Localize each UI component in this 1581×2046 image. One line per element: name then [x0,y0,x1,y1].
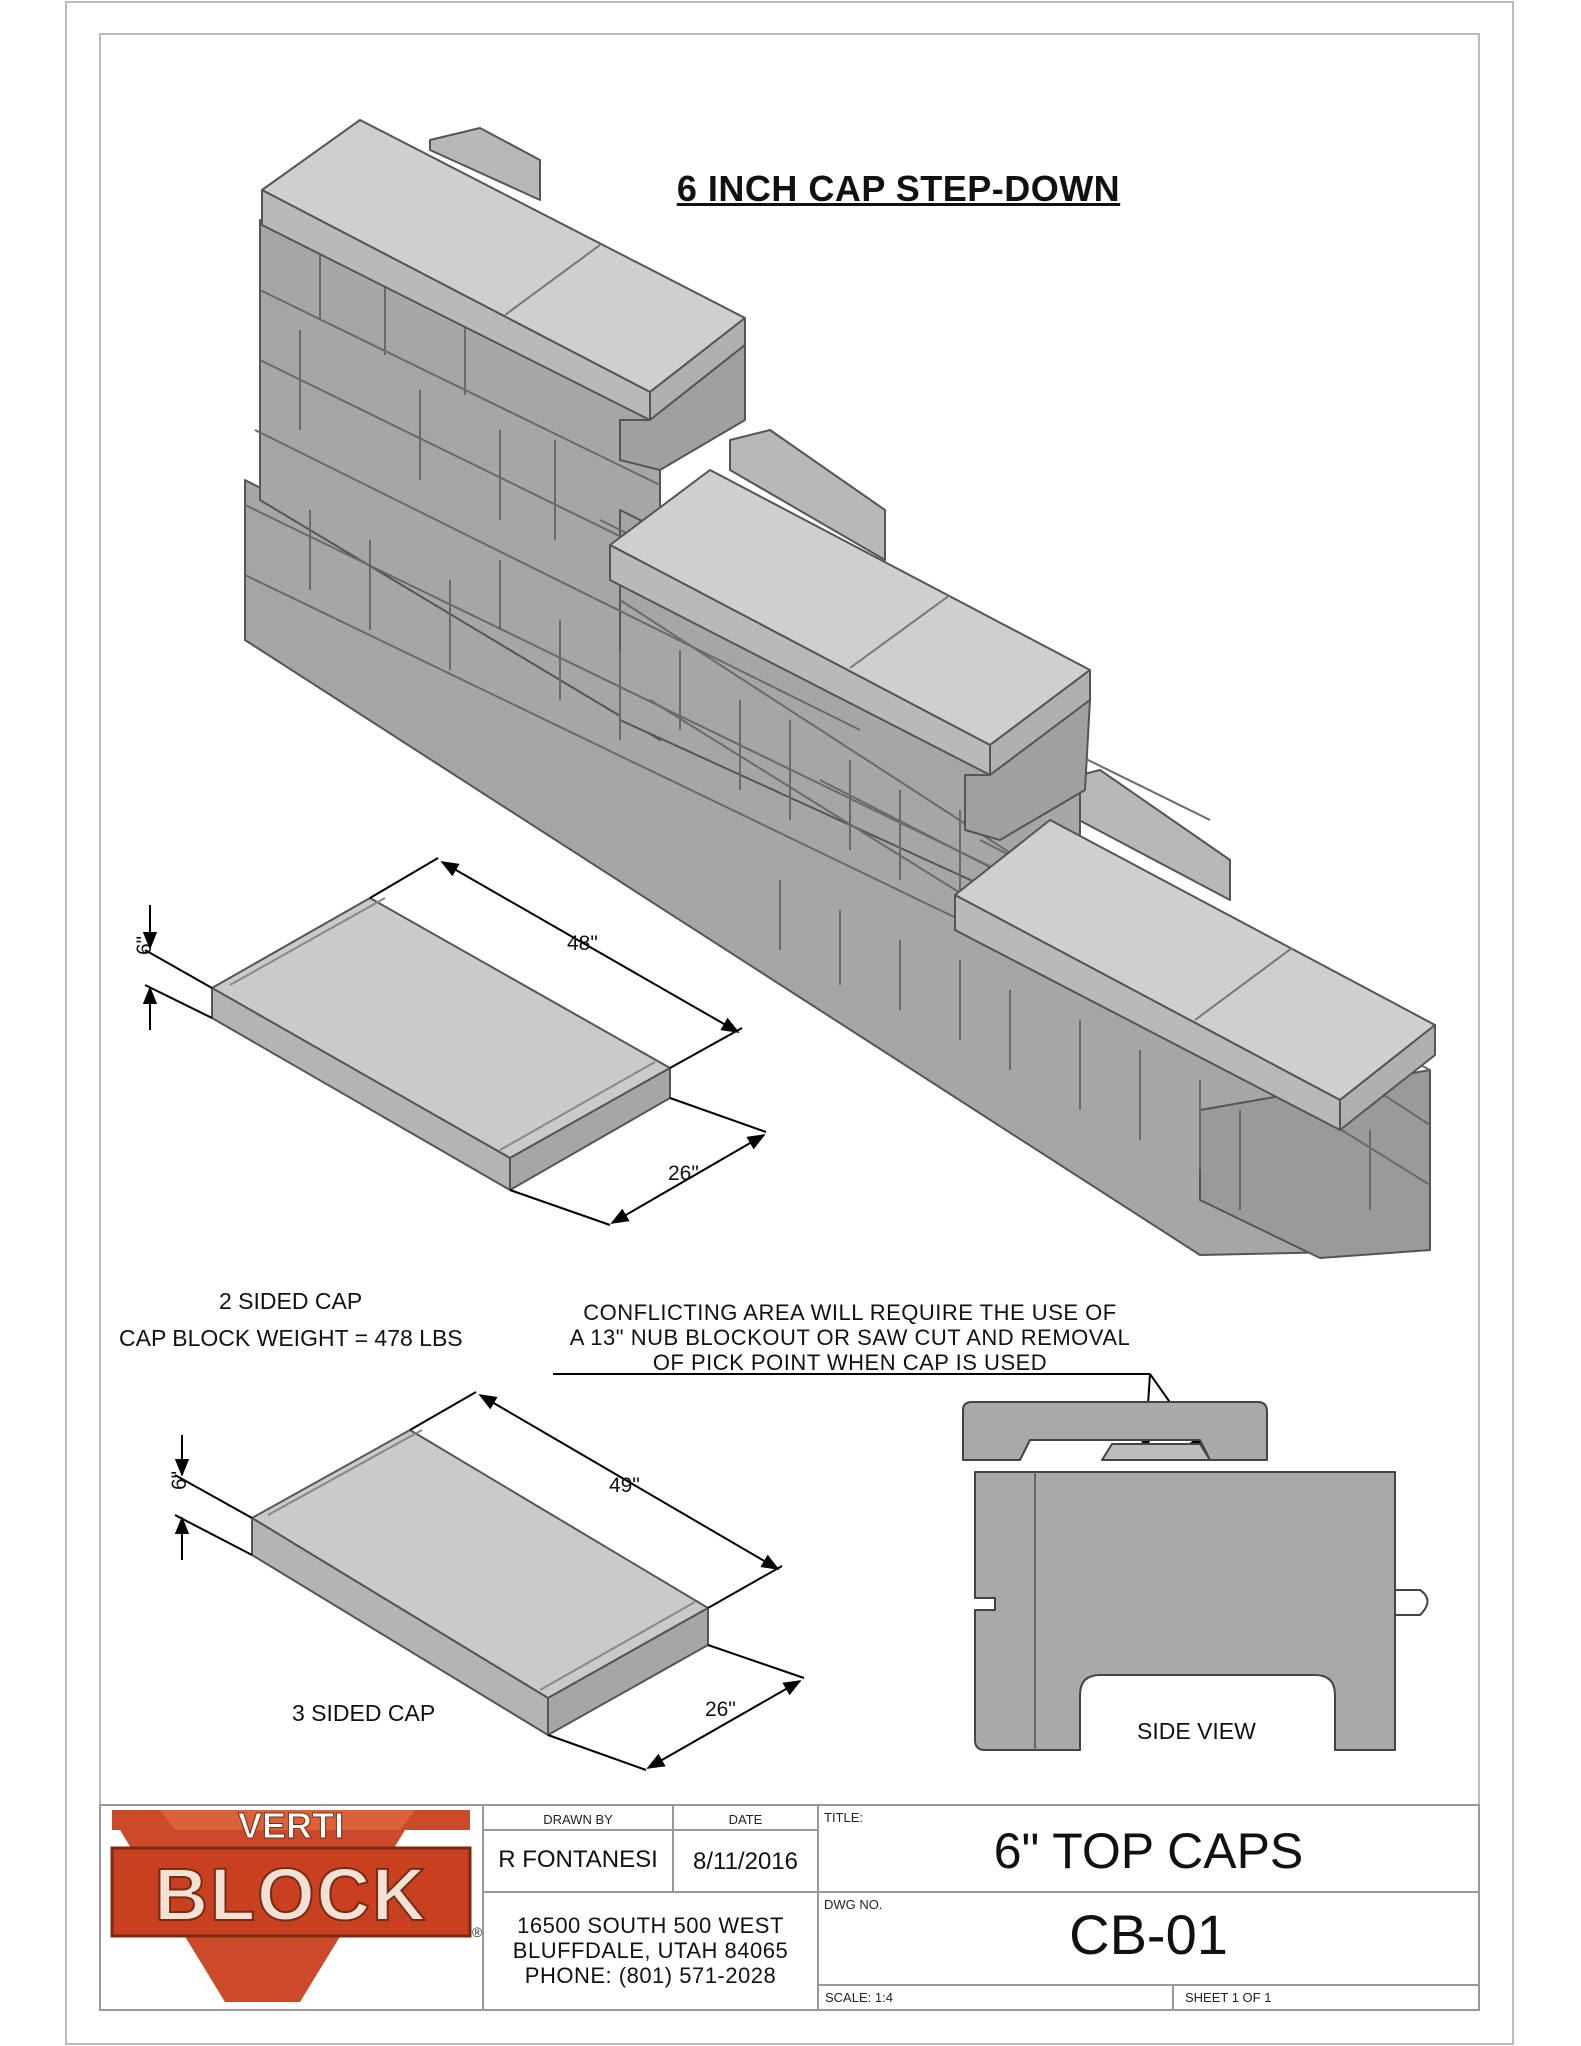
three-sided-width-dimension: 26" [705,1698,736,1721]
logo-main-text: BLOCK [154,1853,428,1936]
dwg-no-label: DWG NO. [824,1897,883,1912]
dwg-no-value: CB-01 [1069,1903,1228,1966]
logo-top-text: VERTI [237,1805,345,1846]
three-sided-cap-label: 3 SIDED CAP [292,1700,436,1726]
address-line-3: PHONE: (801) 571-2028 [524,1963,777,1988]
drawing-sheet-title: 6" TOP CAPS [993,1823,1304,1879]
logo-registered-mark: ® [472,1924,483,1940]
side-view-illustration [963,1402,1428,1750]
address-line-2: BLUFFDALE, UTAH 84065 [512,1938,789,1963]
three-sided-length-dimension: 49" [609,1474,640,1497]
note-line-2: A 13" NUB BLOCKOUT OR SAW CUT AND REMOVAL [569,1325,1131,1350]
vertiblock-logo [112,1805,483,2002]
date-value: 8/11/2016 [693,1848,798,1875]
two-sided-height-dimension: 6" [133,935,156,955]
sheet-label: SHEET 1 OF 1 [1185,1990,1272,2005]
two-sided-cap-illustration [212,898,670,1190]
two-sided-length-dimension: 48" [567,932,598,955]
drawn-by-label: DRAWN BY [543,1812,613,1827]
cap-weight-label: CAP BLOCK WEIGHT = 478 LBS [119,1325,463,1351]
drawing-title: 6 INCH CAP STEP-DOWN [676,168,1121,209]
two-sided-width-dimension: 26" [668,1162,699,1185]
three-sided-height-dimension: 6" [168,1470,191,1490]
scale-label: SCALE: 1:4 [825,1990,893,2005]
conflicting-area-note [540,1300,1160,1375]
date-label: DATE [728,1812,763,1827]
two-sided-cap-label: 2 SIDED CAP [219,1288,363,1314]
side-view-label: SIDE VIEW [1137,1718,1256,1744]
note-line-3: OF PICK POINT WHEN CAP IS USED [652,1350,1048,1375]
address-block [483,1913,818,1988]
title-label: TITLE: [824,1810,864,1825]
address-line-1: 16500 SOUTH 500 WEST [517,1913,784,1938]
drawn-by-value: R FONTANESI [498,1846,658,1873]
note-line-1: CONFLICTING AREA WILL REQUIRE THE USE OF [583,1300,1117,1325]
